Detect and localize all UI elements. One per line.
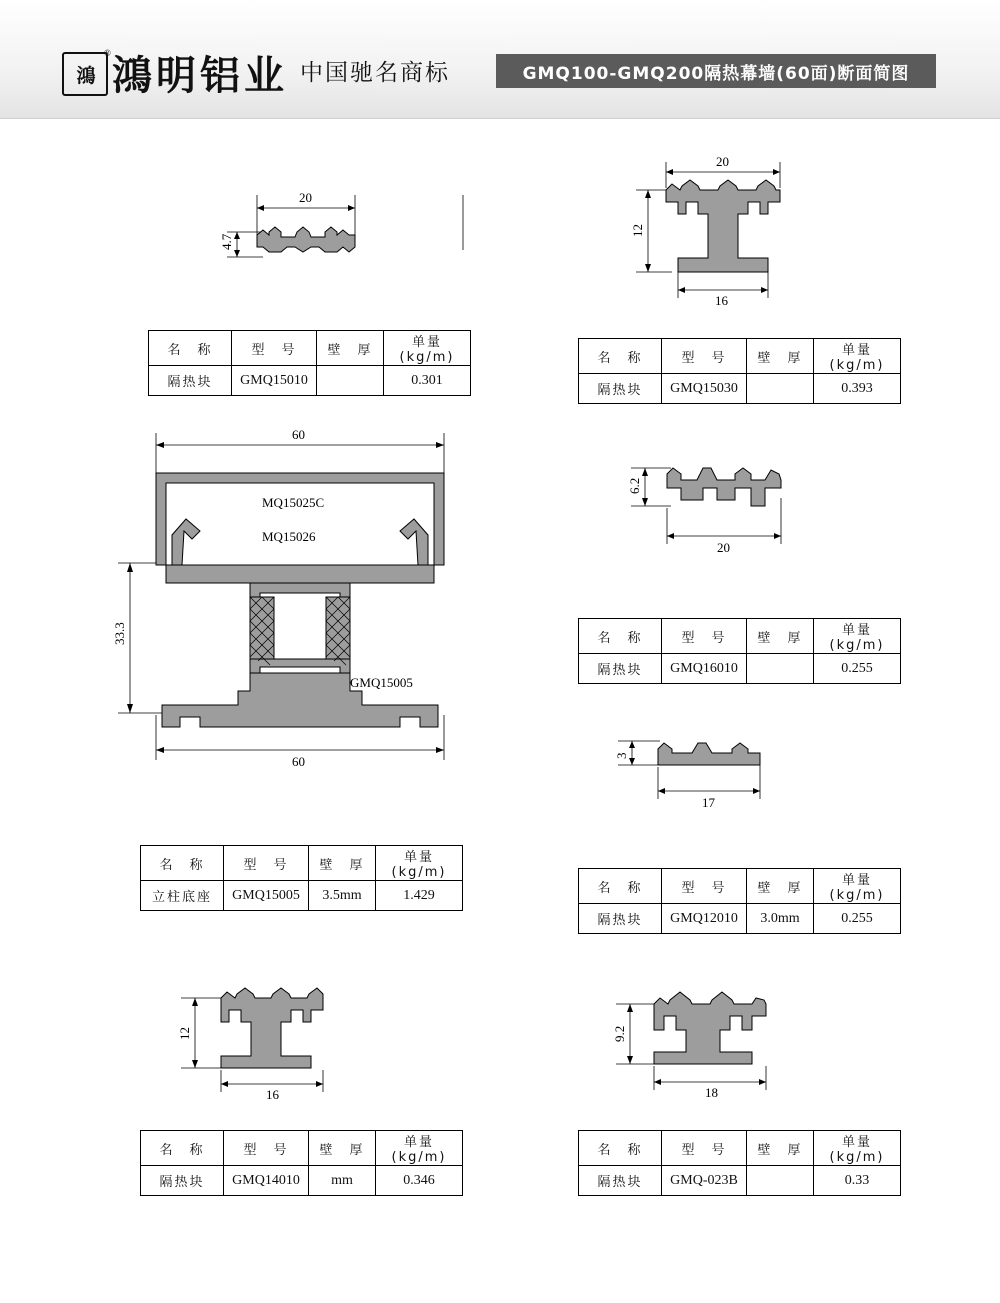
- cell-model: GMQ15030: [662, 374, 747, 404]
- company-logo-icon: 鴻: [62, 52, 108, 96]
- table-row: [579, 654, 901, 684]
- svg-text:17: 17: [702, 795, 715, 810]
- header-thickness: 壁 厚: [309, 1131, 376, 1166]
- table-header-row: [149, 331, 471, 366]
- cell-name: 隔热块: [579, 1166, 662, 1196]
- table-row: [579, 904, 901, 934]
- fig-gmq14010-drawing: [165, 960, 445, 1100]
- svg-text:18: 18: [705, 1085, 718, 1100]
- table-header-row: [579, 619, 901, 654]
- cell-unit-weight: 0.33: [814, 1166, 901, 1196]
- table-row: [141, 1166, 463, 1196]
- svg-text:20: 20: [716, 154, 729, 169]
- svg-text:20: 20: [299, 190, 312, 205]
- label-gmq15005: GMQ15005: [350, 675, 413, 690]
- cell-thickness: [317, 366, 384, 396]
- header-name: 名 称: [141, 1131, 224, 1166]
- fig-gmq15030-table: [578, 338, 901, 404]
- svg-text:20: 20: [717, 540, 730, 555]
- cell-model: GMQ15010: [232, 366, 317, 396]
- cell-thickness: [747, 374, 814, 404]
- table-header-row: [579, 339, 901, 374]
- cell-model: GMQ12010: [662, 904, 747, 934]
- svg-text:16: 16: [266, 1087, 279, 1102]
- cell-model: GMQ15005: [224, 881, 309, 911]
- header-name: 名 称: [149, 331, 232, 366]
- cell-unit-weight: 1.429: [376, 881, 463, 911]
- cell-unit-weight: 0.393: [814, 374, 901, 404]
- cell-thickness: 3.0mm: [747, 904, 814, 934]
- label-mq15026: MQ15026: [262, 529, 316, 544]
- cell-thickness: 3.5mm: [309, 881, 376, 911]
- fig-gmq15030-drawing: [620, 140, 900, 315]
- header-thickness: 壁 厚: [309, 846, 376, 881]
- fig-gmq15010-table: [148, 330, 471, 396]
- cell-name: 隔热块: [141, 1166, 224, 1196]
- svg-text:16: 16: [715, 293, 728, 308]
- fig-gmq15005-drawing: [100, 415, 470, 785]
- company-logo-text: 鴻明铝业: [112, 53, 288, 99]
- header-unit-weight: 单量(kg/m): [384, 331, 471, 366]
- page-title: GMQ100-GMQ200隔热幕墙(60面)断面简图: [496, 54, 936, 88]
- cell-model: GMQ-023B: [662, 1166, 747, 1196]
- header-name: 名 称: [579, 619, 662, 654]
- cell-unit-weight: 0.255: [814, 904, 901, 934]
- svg-text:12: 12: [630, 224, 645, 237]
- svg-text:12: 12: [177, 1027, 192, 1040]
- header-model: 型 号: [662, 869, 747, 904]
- header-model: 型 号: [232, 331, 317, 366]
- header-unit-weight: 单量(kg/m): [814, 619, 901, 654]
- svg-text:6.2: 6.2: [627, 477, 642, 494]
- fig-gmq16010-drawing: [615, 440, 895, 570]
- header-model: 型 号: [224, 1131, 309, 1166]
- svg-text:33.3: 33.3: [112, 622, 127, 645]
- header-model: 型 号: [662, 619, 747, 654]
- header-unit-weight: 单量(kg/m): [814, 1131, 901, 1166]
- header-name: 名 称: [141, 846, 224, 881]
- fig-gmq15010-drawing: [205, 175, 465, 295]
- header-thickness: 壁 厚: [747, 869, 814, 904]
- label-mq15025c: MQ15025C: [262, 495, 325, 510]
- svg-text:3: 3: [614, 752, 629, 759]
- table-header-row: [141, 846, 463, 881]
- header-model: 型 号: [662, 1131, 747, 1166]
- svg-text:60: 60: [292, 754, 305, 769]
- header-unit-weight: 单量(kg/m): [376, 846, 463, 881]
- page-header: [0, 0, 1000, 119]
- fig-gmq12010-table: [578, 868, 901, 934]
- fig-gmq023b-drawing: [600, 960, 880, 1100]
- svg-text:9.2: 9.2: [612, 1025, 627, 1042]
- header-unit-weight: 单量(kg/m): [814, 869, 901, 904]
- table-row: [141, 881, 463, 911]
- fig-gmq14010-table: [140, 1130, 463, 1196]
- cell-name: 隔热块: [149, 366, 232, 396]
- cell-thickness: mm: [309, 1166, 376, 1196]
- header-unit-weight: 单量(kg/m): [814, 339, 901, 374]
- cell-model: GMQ16010: [662, 654, 747, 684]
- header-thickness: 壁 厚: [747, 339, 814, 374]
- cell-name: 隔热块: [579, 654, 662, 684]
- fig-gmq12010-drawing: [600, 715, 880, 825]
- trademark-symbol: ®: [104, 48, 111, 58]
- fig-gmq16010-table: [578, 618, 901, 684]
- cell-unit-weight: 0.301: [384, 366, 471, 396]
- cell-thickness: [747, 1166, 814, 1196]
- fig-gmq023b-table: [578, 1130, 901, 1196]
- header-model: 型 号: [662, 339, 747, 374]
- header-thickness: 壁 厚: [747, 619, 814, 654]
- header-name: 名 称: [579, 1131, 662, 1166]
- cell-unit-weight: 0.346: [376, 1166, 463, 1196]
- header-model: 型 号: [224, 846, 309, 881]
- cell-unit-weight: 0.255: [814, 654, 901, 684]
- header-thickness: 壁 厚: [317, 331, 384, 366]
- cell-name: 立柱底座: [141, 881, 224, 911]
- fig-gmq15005-table: [140, 845, 463, 911]
- table-row: [149, 366, 471, 396]
- table-row: [579, 1166, 901, 1196]
- table-row: [579, 374, 901, 404]
- table-header-row: [579, 1131, 901, 1166]
- cell-name: 隔热块: [579, 374, 662, 404]
- svg-text:60: 60: [292, 427, 305, 442]
- header-unit-weight: 单量(kg/m): [376, 1131, 463, 1166]
- header-thickness: 壁 厚: [747, 1131, 814, 1166]
- table-header-row: [579, 869, 901, 904]
- svg-text:4.7: 4.7: [219, 233, 234, 250]
- cell-model: GMQ14010: [224, 1166, 309, 1196]
- cell-thickness: [747, 654, 814, 684]
- cell-name: 隔热块: [579, 904, 662, 934]
- header-name: 名 称: [579, 869, 662, 904]
- brand-subtitle: 中国驰名商标: [300, 60, 450, 86]
- header-name: 名 称: [579, 339, 662, 374]
- table-header-row: [141, 1131, 463, 1166]
